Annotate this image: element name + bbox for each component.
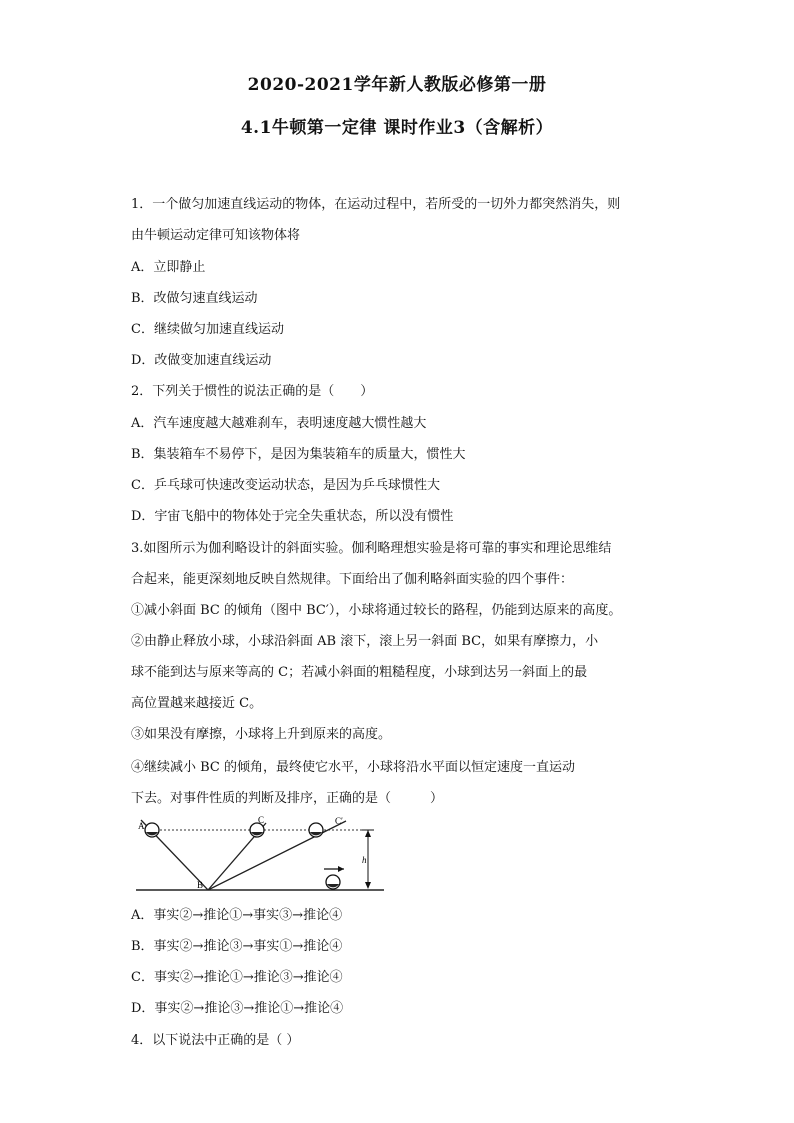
q2-option-c: C．乒乓球可快速改变运动状态，是因为乒乓球惯性大 xyxy=(131,478,440,493)
q3-event-4-line-1: ④继续减小 BC 的倾角，最终使它水平，小球将沿水平面以恒定速度一直运动 xyxy=(131,760,576,775)
ball-horizontal xyxy=(326,875,340,889)
q2-option-b: B．集装箱车不易停下，是因为集装箱车的质量大，惯性大 xyxy=(131,447,466,462)
q3-event-4-line-2: 下去。对事件性质的判断及排序，正确的是（ ） xyxy=(131,791,444,806)
velocity-arrow-head xyxy=(338,866,344,872)
label-b: B xyxy=(197,880,204,890)
q3-option-b: B．事实②→推论③→事实①→推论④ xyxy=(131,939,343,954)
q3-stem-line-1: 3.如图所示为伽利略设计的斜面实验。伽利略理想实验是将可靠的事实和理论思维结 xyxy=(131,541,612,556)
q2-stem: 2．下列关于惯性的说法正确的是（ ） xyxy=(131,384,374,399)
q1-option-a: A．立即静止 xyxy=(131,260,206,275)
q4-stem: 4．以下说法中正确的是（ ） xyxy=(131,1033,300,1048)
label-a: A xyxy=(138,821,145,831)
incline-experiment-figure xyxy=(136,815,386,897)
label-c: C xyxy=(258,815,265,825)
label-c-prime: C′ xyxy=(335,816,343,826)
q3-option-c: C．事实②→推论①→推论③→推论④ xyxy=(131,970,343,985)
q1-option-c: C．继续做匀加速直线运动 xyxy=(131,322,284,337)
q3-event-2-line-3: 高位置越来越接近 C。 xyxy=(131,696,263,711)
incline-bc-prime xyxy=(208,821,346,890)
q1-option-d: D．改做变加速直线运动 xyxy=(131,353,272,368)
ball-c-prime xyxy=(309,823,323,837)
q1-stem-line-2: 由牛顿运动定律可知该物体将 xyxy=(131,228,301,243)
q2-option-d: D．宇宙飞船中的物体处于完全失重状态，所以没有惯性 xyxy=(131,509,454,524)
q3-event-3: ③如果没有摩擦，小球将上升到原来的高度。 xyxy=(131,727,392,742)
q1-option-b: B．改做匀速直线运动 xyxy=(131,291,258,306)
q3-event-2-line-2: 球不能到达与原来等高的 C；若减小斜面的粗糙程度，小球到达另一斜面上的最 xyxy=(131,665,588,680)
ball-c xyxy=(250,823,264,837)
q1-stem-line-1: 1．一个做匀加速直线运动的物体，在运动过程中，若所受的一切外力都突然消失，则 xyxy=(131,197,621,212)
q2-option-a: A．汽车速度越大越难刹车，表明速度越大惯性越大 xyxy=(131,416,427,431)
q3-option-d: D．事实②→推论③→推论①→推论④ xyxy=(131,1001,344,1016)
ball-a xyxy=(145,823,159,837)
q3-event-2-line-1: ②由静止释放小球，小球沿斜面 AB 滚下，滚上另一斜面 BC，如果有摩擦力，小 xyxy=(131,634,599,649)
q3-event-1: ①减小斜面 BC 的倾角（图中 BC′），小球将通过较长的路程，仍能到达原来的高度。 xyxy=(131,603,622,618)
label-h: h xyxy=(362,855,367,865)
q3-option-a: A．事实②→推论①→事实③→推论④ xyxy=(131,908,343,923)
document-title-line-2: 4.1牛顿第一定律 课时作业3（含解析） xyxy=(240,118,554,138)
document-title-line-1: 2020-2021学年新人教版必修第一册 xyxy=(247,75,547,95)
q3-stem-line-2: 合起来，能更深刻地反映自然规律。下面给出了伽利略斜面实验的四个事件： xyxy=(131,572,574,587)
